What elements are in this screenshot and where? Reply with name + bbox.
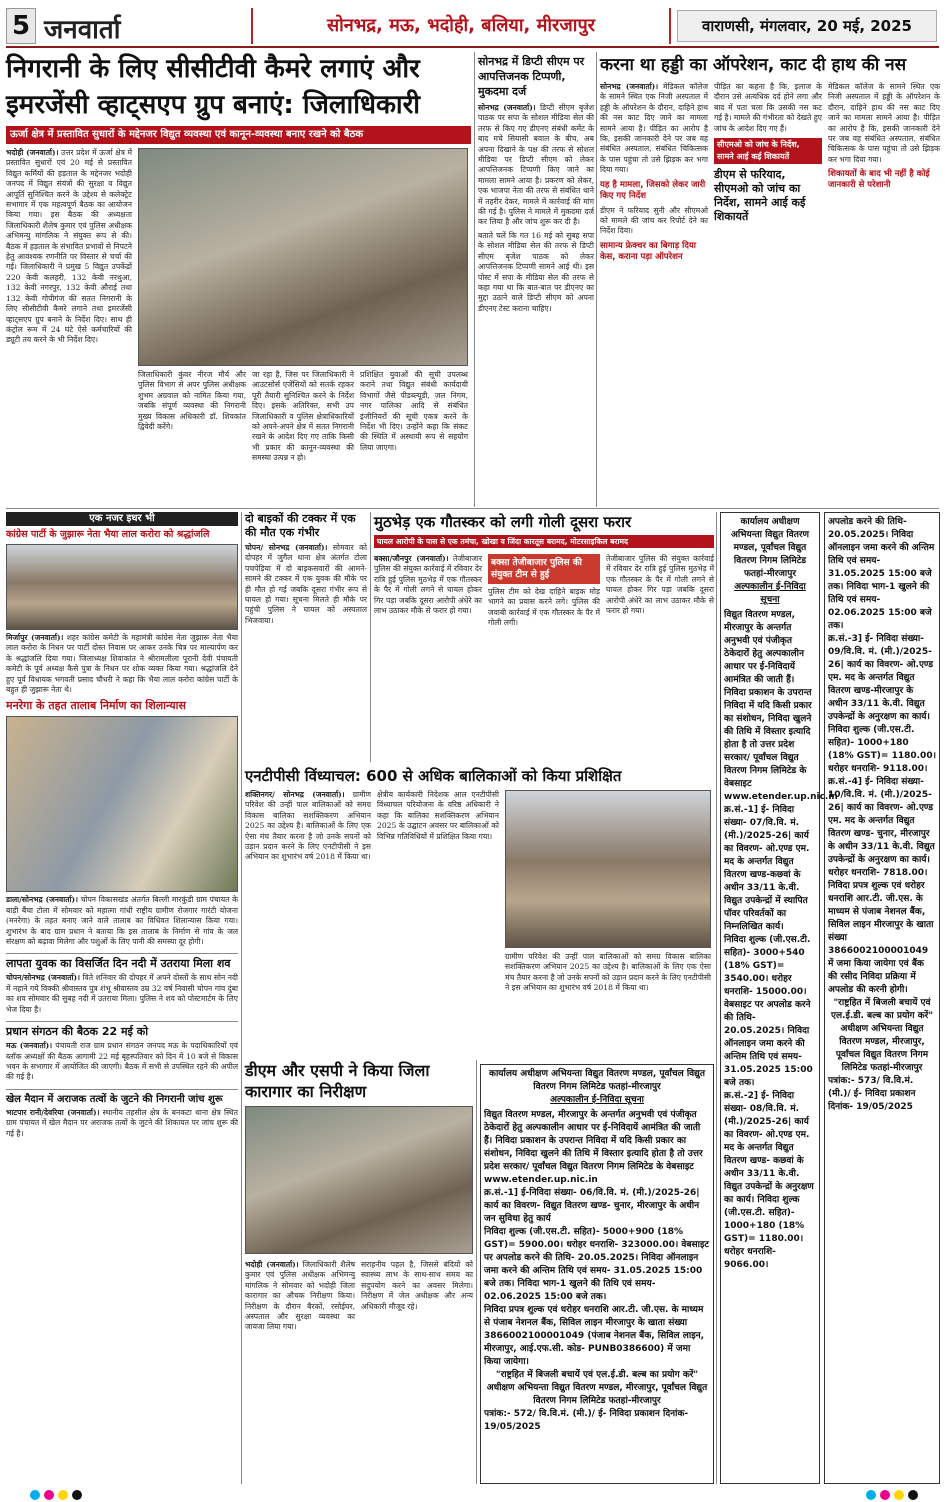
hospital-body-3: पीड़ित का कहना है कि, इलाज के दौरान उसे अत्यधिक दर्द होने लगा और बाद में पता चला कि उसकी नस कट गई है। मामले की गंभीरता को देखते हुए जांच के आदेश दिए गए हैं।: [714, 82, 822, 133]
missing-dateline: चोपन/सोनभद्र (जनवार्ता)।: [6, 973, 80, 983]
sports-headline: खेल मैदान में अराजक तत्वों के जुटने की निगरानी जांच शुरू: [6, 1089, 238, 1106]
encounter-body-2: पुलिस टीम को देख दाहिने बाइक मोड़ भागने का प्रयास करने लगे। पुलिस की जवाबी कार्रवाई में एक गौतस्कर के पैर में गोली लगी।: [488, 587, 600, 628]
district-banner: सोनभद्र, मऊ, भदोही, बलिया, मीरजापुर: [251, 8, 671, 44]
lead-story: [6, 52, 471, 517]
hospital-cmo-band: सीएमओ को जांच के निर्देश, सामने आई कई शिकायतें: [714, 138, 822, 164]
mnrega-headline: मनरेगा के तहत तालाब निर्माण का शिलान्यास: [6, 699, 186, 713]
deputy-cm-body: डिप्टी सीएम बृजेश पाठक पर सपा के सोशल मीडिया सेल की तरफ से किए गए डीएनए संबंधी कमेंट के बाद मचे सियासी बवाल के बीच, अब अपना दिखाने के पक्ष की तरफ से सोशल मीडिया पर डिप्टी सीएम को लेकर आपत्तिजनक टिप्पणी किए जाने का मामला सामने आया है। प्रकरण को लेकर, एक भाजपा नेता की तरफ से संबंधित थाने में तहरीर देकर, मामले में कार्रवाई की मांग की गई है। पुलिस ने मामले में मुकदमा दर्ज कर लिया है और जांच शुरू कर दी है।: [478, 103, 594, 227]
tender3-slogan: "राष्ट्रहित में बिजली बचायें एवं एल.ई.डी. बल्ब का प्रयोग करें": [830, 998, 934, 1021]
condolence-body: शहर कांग्रेस कमेटी के महामंत्री कांग्रेस नेता जुझारू नेता भैया लाल करोरा के निधन पर पार्टी दोस्त निवास पर आकर उनके चित्र पर माल्यार्पण कर के श्रद्धांजलि दिया गया। जिलाध्यक्ष शिवाकांत ने श्रीरामलीला पूरानी देवी पंचायती कमेटी के पूर्व अध्यक्ष कैसे पुत्रा के निधन पर शोक व्यक्त किया गया। श्रद्धांजलि देने हुए पूर्व विधायक भगवती प्रसाद चौधरी ने कहा कि भैया लाल करोरा कांग्रेस पार्टी के बहुत ही जुझारू नेता थे।: [6, 633, 238, 695]
tender2-notice-title: अल्पकालीन ई-निविदा सूचना: [734, 582, 806, 605]
ntpc-dateline: शक्तिनगर/ सोनभद्र (जनवार्ता)।: [245, 790, 345, 799]
condolence-dateline: मिर्जापुर (जनवार्ता)।: [6, 633, 64, 642]
hospital-subhead-4: शिकायतों के बाद भी नहीं है कोई जानकारी से परेशानी: [828, 169, 930, 191]
deputy-cm-story: [478, 54, 594, 504]
tender-notice-3: [824, 512, 940, 1484]
cyan-dot-icon: [866, 1490, 876, 1500]
tender3-item-1: अपलोड करने की तिथि- 20.05.2025। निविदा ऑनलाइन जमा करने की अन्तिम तिथि एवं समय- 31.05.2025 15:00 बजे तक। निविदा भाग-1 खुलने की तिथि एवं समय- 02.06.2025 15:00 बजे तक।: [828, 517, 935, 631]
accident-headline: दो बाइकों की टक्कर में एक की मौत एक गंभीर: [245, 512, 356, 539]
jail-headline: डीएम और एसपी ने किया जिला कारागार का निरीक्षण: [245, 1061, 430, 1101]
tender3-item-4: निविदा प्रपत्र शुल्क एवं धरोहर धनराशि आर.टी. जी.एस. के माध्यम से पंजाब नेशनल बैंक, सिविल लाइन मीरजापुर के खाता संख्या 3866002100001049 में जमा किया जायेगा एवं बैंक की रसीद निविदा प्रक्रिया में अपलोड की करनी होगी।: [828, 881, 934, 995]
deputy-cm-dateline: सोनभद्र (जनवार्ता)।: [478, 103, 536, 112]
mnrega-dateline: डाला/सोनभद्र (जनवार्ता)।: [6, 895, 78, 905]
masthead: [6, 6, 939, 48]
tender1-office: कार्यालय अधीक्षण अभियन्ता विद्युत वितरण मण्डल, पूर्वांचल विद्युत वितरण निगम लिमिटेड फतहां-मीरजापुर: [489, 1069, 705, 1092]
encounter-deck: घायल आरोपी के पास से एक तमंचा, खोखा व जिंदा कारतूस बरामद, मोटरसाइकिल बरामद: [374, 535, 714, 548]
lead-dateline: भदोही (जनवार्ता)।: [6, 148, 59, 157]
mnrega-body: चोपन विकासखंड अंतर्गत बिल्ली मारकुंडी ग्राम पंचायत के बाड़ी बैंचा टोला में सोमवार को महात्मा गांधी राष्ट्रीय ग्रामीण रोजगार गारंटी योजना (मनरेगा) के तहत बनाए जाने वाले तालाब का विधिवत शिलान्यास किया गया। शुभारंभ के बाद ग्राम प्रधान ने बताया कि इस तालाब के निर्माण से गांव के जल संरक्षण को बढ़ावा मिलेगा और पशुओं के लिए पानी की समस्या दूर होगी।: [6, 895, 238, 947]
ntpc-body-2: क्षेत्रीय कार्यकारी निदेशक आल एनटीपीसी विंध्याचल परियोजना के वरिष्ठ अधिकारी ने कहा कि बालिका सशक्तिकरण अभियान 2025 के उद्घाटन अवसर पर बालिकाओं को विभिन्न गतिविधियों में प्रशिक्षित किया गया।: [377, 790, 499, 841]
tender-notice-1: [480, 1064, 714, 1484]
lead-deck: ऊर्जा क्षेत्र में प्रस्तावित सुधारों के मद्देनजर विद्युत व्यवस्था एवं कानून-व्यवस्था बनाए रखने को बैठक: [6, 126, 471, 144]
tender2-item-3: क्र.सं.-2] ई- निविदा संख्या- 08/वि.वि. मं. (मी.)/2025-26| कार्य का विवरण- ओ.एण्ड एम. मद के अन्तर्गत विद्युत वितरण खण्ड- कछवां के अधीन 33/11 के.वी. विद्युत उपकेन्द्रों के अनुरक्षण का कार्य। निविदा शुल्क (जी.एस.टी. सहित)- 1000+180 (18% GST)= 1180.00। धरोहर धनराशि- 9066.00।: [724, 1091, 814, 1270]
tender1-signatory: अधीक्षण अभियन्ता विद्युत वितरण मण्डल, मीरजापुर, पूर्वांचल विद्युत वितरण निगम लिमिटेड फतहां-मीरजापुर: [486, 1383, 708, 1406]
tender1-item-3: निविदा प्रपत्र शुल्क एवं धरोहर धनराशि आर.टी. जी.एस. के माध्यम से पंजाब नेशनल बैंक, सिविल लाइन मीरजापुर के खाता संख्या 3866002100001049 (पंजाब नेशनल बैंक, सिविल लाइन, मीरजापुर, आई.एफ.सी. कोड- PUNB0386600) में जमा किया जायेगा।: [484, 1305, 705, 1367]
missing-headline: लापता युवक का विसर्जित दिन नदी में उतराया मिला शव: [6, 953, 238, 971]
tender1-notice-title: अल्पकालीन ई-निविदा सूचना: [550, 1095, 644, 1105]
lead-body: उत्तर प्रदेश में ऊर्जा क्षेत्र में प्रस्तावित सुधारों एवं 20 मई से प्रस्तावित विद्युत कर्मियों की हड़ताल के मद्देनजर भदोही जनपद में विद्युत संयंत्रों की सुरक्षा व विद्युत आपूर्ति सुनिश्चित करने के उद्देश्य से कलेक्ट्रेट सभागार में एक महत्वपूर्ण बैठक का आयोजन किया गया। इस बैठक की अध्यक्षता जिलाधिकारी शैलेष कुमार एवं पुलिस अधीक्षक अभिमन्यु मांगलिक ने संयुक्त रूप से की। बैठक में हड़ताल के संभावित प्रभावों से निपटने हेतु आवश्यक रणनीति पर विस्तार से चर्चा की गई। जिलाधिकारी ने प्रमुख 5 विद्युत उपकेंद्रों 220 केवी कलहरी, 132 केवी नरथुआ, 132 केवी नगरपुर, 132 केवी औराई तथा 132 केवी गोपीगंज की सतत निगरानी के लिए सीसीटीवी कैमरे लगाने तथा इमरजेंसी व्हाट्सएप ग्रुप बनाने के निर्देश दिए। साथ ही कंट्रोल रूम में 24 घंटे ऐसे कर्मचारियों की ड्यूटी तय करने के भी निर्देश दिए।: [6, 148, 132, 345]
hospital-body-2: डीएम ने फरियाद सुनी और सीएमओ को मामले की जांच कर रिपोर्ट देने का निर्देश दिया।: [600, 205, 708, 236]
tender2-item-2: निविदा शुल्क (जी.एस.टी. सहित)- 3000+540 (18% GST)= 3540.00। धरोहर धनराशि- 15000.00। वेबसाइट पर अपलोड करने की तिथि- 20.05.2025। निविदा ऑनलाइन जमा करने की अन्तिम तिथि एवं समय- 31.05.2025 15:00 बजे तक।: [724, 935, 813, 1088]
ntpc-story: [245, 766, 713, 1056]
ntpc-headline: एनटीपीसी विंध्याचल: 600 से अधिक बालिकाओं को किया प्रशिक्षित: [245, 767, 622, 785]
lead-headline-1: निगरानी के लिए सीसीटीवी कैमरे लगाएं और: [6, 54, 420, 84]
tender1-patrank: पत्रांक:- 572/ वि.वि.मं. (मी.)/ ई- निविदा प्रकाशन दिनांक- 19/05/2025: [484, 1409, 689, 1432]
ek-nazar-label: एक नजर इधर भी: [6, 512, 238, 526]
tender3-signatory: अधीक्षण अभियन्ता विद्युत वितरण मण्डल, मीरजापुर, पूर्वांचल विद्युत वितरण निगम लिमिटेड फतहां-मीरजापुर: [835, 1024, 929, 1073]
black-dot-icon: [72, 1490, 82, 1500]
paper-name: जनवार्ता: [44, 15, 121, 45]
magenta-dot-icon: [880, 1490, 890, 1500]
cyan-dot-icon: [30, 1490, 40, 1500]
tender3-item-2: क्र.सं.-3] ई- निविदा संख्या- 09/वि.वि. मं. (मी.)/2025-26| कार्य का विवरण- ओ.एण्ड एम. मद के अन्तर्गत विद्युत वितरण खण्ड-मीरजापुर के अधीन 33/11 के.वी. विद्युत उपकेन्द्रों के अनुरक्षण का कार्य। निविदा शुल्क (जी.एस.टी. सहित)- 1000+180 (18% GST)= 1180.00। धरोहर धनराशि- 9118.00।: [828, 634, 936, 774]
jail-body: जिलाधिकारी शैलेष कुमार एवं पुलिस अधीक्षक अभिमन्यु मांगलिक ने सोमवार को भदोही जिला कारागार का औचक निरीक्षण किया। निरीक्षण के दौरान बैरकों, रसोईघर, अस्पताल और सुरक्षा व्यवस्था का जायजा लिया गया।: [245, 1260, 355, 1332]
hospital-dateline: सोनभद्र (जनवार्ता)।: [600, 82, 659, 91]
accident-story: [245, 512, 367, 762]
sports-dateline: भाटपार रानी/देवरिया (जनवार्ता)।: [6, 1107, 100, 1117]
magenta-dot-icon: [44, 1490, 54, 1500]
mnrega-photo: [6, 716, 238, 892]
encounter-body-3: तेजीबाजार पुलिस की संयुक्त कार्रवाई में रविवार देर रात्रि हुई पुलिस मुठभेड़ में एक गौतस्कर के पैर में गोली लगने से घायल होकर गिर पड़ा जबकि दूसरा आरोपी अंधेरे का लाभ उठाकर मौके से फरार हो गया।: [606, 554, 714, 616]
jail-dateline: भदोही (जनवार्ता)।: [245, 1260, 299, 1269]
ntpc-photo: [505, 790, 711, 948]
lead-body-4: प्रशिक्षित युवाओं की सूची उपलब्ध कराने तथा विद्युत संबंधी कार्यदायी विभागों जैसे पीडब्ल्यूडी, जल निगम, नगर पालिका आदि से संबंधित इंजीनियरों की सूची एकत्र करने के निर्देश भी दिए। उन्होंने कहा कि संकट की स्थिति में अस्थायी रूप से सहयोग लिया जाएगा।: [360, 370, 468, 452]
accident-body: सोमवार को दोपहर में जुगैल थाना क्षेत्र अंतर्गत टोला पचपेड़िया में दो बाइकसवारों की आमने-सामने की टक्कर में एक युवक की मौके पर ही मौत हो गई जबकि दूसरा गंभीर रूप से घायल हो गया। सूचना मिलते ही मौके पर पहुंची पुलिस ने घायल को अस्पताल भिजवाया।: [245, 543, 367, 625]
tender1-slogan: "राष्ट्रहित में बिजली बचायें एवं एल.ई.डी. बल्ब का प्रयोग करें": [495, 1370, 699, 1380]
missing-body: विते शनिवार की दोपहर में अपने दोस्तों के साथ सोन नदी में नहाने गये विक्की श्रीवास्तव पुत्र शंभू श्रीवास्तव उम्र 32 वर्ष निवासी चोपन गांव दुंबा का शव सोमवार की सुबह नदी में उतराया मिला। पुलिस ने शव को पोस्टमार्टम के लिए भेज दिया है।: [6, 973, 238, 1014]
encounter-subhead: बक्सा तेजीबाजार पुलिस की संयुक्त टीम से हुई: [488, 554, 600, 584]
issue-date: वाराणसी, मंगलवार, 20 मई, 2025: [677, 10, 937, 42]
deputy-cm-body-2: बताते चलें कि गत 16 मई को सुबह सपा के सोशल मीडिया सेल की तरफ से डिप्टी सीएम बृजेश पाठक को लेकर आपत्तिजनक टिप्पणी सामने आई थी। इस पोस्ट में सपा के मीडिया सेल की तरफ से कहा गया था कि बात-बात पर डीएनए का मुद्दा उठाने वाले डिप्टी सीएम को अपना डीएनए टेस्ट कराना चाहिए।: [478, 230, 594, 313]
yellow-dot-icon: [58, 1490, 68, 1500]
tender2-office: कार्यालय अधीक्षण अभियन्ता विद्युत वितरण मण्डल, पूर्वांचल विद्युत वितरण निगम लिमिटेड फतहां-मीरजापुर: [730, 517, 810, 579]
page-number: 5: [6, 8, 36, 44]
tender3-patrank: पत्रांक:- 573/ वि.वि.मं. (मी.)/ ई- निविदा प्रकाशन दिनांक- 19/05/2025: [828, 1076, 916, 1112]
tender2-body: विद्युत वितरण मण्डल, मीरजापुर के अन्तर्गत अनुभवी एवं पंजीकृत ठेकेदारों हेतु अल्पकालीन आधार पर ई-निविदायें आमंत्रित की जाती हैं। निविदा प्रकाशन के उपरान्त निविदा में यदि किसी प्रकार का संशोधन, निविदा खुलने की तिथि में विस्तार इत्यादि होता है तो उत्तर प्रदेश सरकार/ पूर्वांचल विद्युत वितरण निगम लिमिटेड के वेबसाइट: [724, 610, 812, 789]
hospital-body: मेडिकल कॉलेज के सामने स्थित एक निजी अस्पताल में हड्डी के ऑपरेशन के दौरान, दाहिने हाथ की नस काट दिए जाने का मामला सामने आया है। पीड़ित का आरोप है कि, इसकी जानकारी देने पर जब वह संबंधित अस्पताल, संबंधित चिकित्सक के पास पहुंचा तो उसे झिड़क कर भगा दिया गया।: [600, 82, 709, 175]
lead-photo: [138, 148, 468, 366]
hospital-box-headline: डीएम से फरियाद, सीएमओ को जांच का निर्देश, सामने आई कई शिकायतें: [714, 168, 806, 224]
hospital-subhead-3: सामान्य फ्रेक्चर का बिगाड़ दिया केस, कराना पड़ा ऑपरेशन: [600, 240, 696, 262]
hospital-story: [600, 54, 940, 506]
tender-notice-2: [720, 512, 838, 1484]
tender3-item-3: क्र.सं.-4] ई- निविदा संख्या- 10/वि.वि. मं. (मी.)/2025-26| कार्य का विवरण- ओ.एण्ड एम. मद के अन्तर्गत विद्युत वितरण खण्ड- चुनार, मीरजापुर के अधीन 33/11 के.वी. विद्युत उपकेन्द्रों के अनुरक्षण का कार्य। धरोहर धनराशि- 7818.00।: [828, 777, 935, 878]
tender1-item-2: निविदा शुल्क (जी.एस.टी. सहित)- 5000+900 (18% GST)= 5900.00। धरोहर धनराशि- 323000.00। वेबसाइट पर अपलोड करने की तिथि- 20.05.2025। निविदा ऑनलाइन जमा करने की अन्तिम तिथि एवं समय- 31.05.2025 15:00 बजे तक। निविदा भाग-1 खुलने की तिथि एवं समय- 02.06.2025 15:00 बजे तक।: [484, 1227, 709, 1302]
encounter-dateline: बक्सा/जौनपुर (जनवार्ता)।: [374, 554, 449, 563]
jail-photo: [245, 1106, 473, 1254]
encounter-story: [374, 512, 714, 762]
ntpc-body: ग्रामीण परिवेश की उन्हीं पाल बालिकाओं को समग्र विकास बालिका सशक्तिकरण अभियान 2025 का उद्देश्य है। बालिकाओं के लिए एक ऐसा मंच तैयार करना है जो उनके सपनों को उड़ान प्रदान करने के लिए एनटीपीसी ने इस अभियान का शुभारंभ वर्ष 2018 में किया था।: [245, 790, 371, 862]
tender1-website: www.etender.up.nic.in: [484, 1175, 598, 1185]
lead-body-3: जा रहा है, जिस पर जिलाधिकारी ने आउटसोर्स एजेंसियों को सतर्क रहकर पूरी तैयारी सुनिश्चित करने के निर्देश दिए। इसके अतिरिक्त, सभी उप जिलाधिकारी व पुलिस क्षेत्राधिकारियों को अपने-अपने क्षेत्र में सतत निगरानी रखने के आदेश दिए गए ताकि किसी भी प्रकार की कानून-व्यवस्था की समस्या उत्पन्न न हो।: [252, 370, 354, 463]
tender1-item-1: क्र.सं.-1] ई-निविदा संख्या- 06/वि.वि. मं. (मी.)/2025-26| कार्य का विवरण- विद्युत वितरण खण्ड- चुनार, मीरजापुर के अधीन जन सुविधा हेतु कार्य: [484, 1188, 700, 1224]
hospital-headline: करना था हड्डी का ऑपरेशन, काट दी हाथ की नस: [600, 55, 907, 75]
jail-story: [245, 1060, 473, 1484]
lead-body-2: जिलाधिकारी कुंवर नीरज मौर्य और पुलिस विभाग से अपर पुलिस अधीक्षक शुभम अग्रवाल को नामित किया गया, जबकि संपूर्ण व्यवस्था की निगरानी मुख्य विकास अधिकारी डॉ. शिवकांत द्विवेदी करेंगे।: [138, 370, 246, 432]
black-dot-icon: [908, 1490, 918, 1500]
encounter-body: तेजीबाजार पुलिस की संयुक्त कार्रवाई में रविवार देर रात्रि हुई पुलिस मुठभेड़ में एक गौतस्कर के पैर में गोली लगने से घायल होकर गिर पड़ा जबकि दूसरा आरोपी अंधेरे का लाभ उठाकर मौके से फरार हो गया।: [374, 554, 482, 616]
hospital-body-4: मेडिकल कॉलेज के सामने स्थित एक निजी अस्पताल में हड्डी के ऑपरेशन के दौरान, दाहिने हाथ की नस काट दिए जाने का मामला सामने आया है। पीड़ित का आरोप है कि, इसकी जानकारी देने पर जब वह संबंधित अस्पताल, संबंधित चिकित्सक के पास पहुंचा तो उसे झिड़क कर भगा दिया गया।: [828, 82, 940, 164]
tender2-website: www.etender.up.nic.in: [724, 792, 838, 802]
pradhan-headline: प्रधान संगठन की बैठक 22 मई को: [6, 1021, 238, 1039]
pradhan-body: पंचायती राज ग्राम प्रधान संगठन जनपद मऊ के पदाधिकारियों एवं ब्लॉक अध्यक्षों की बैठक आगामी 22 मई बृहस्पतिवार को दिन में 10 बजे से विकास भवन के सभागार में आयोजित की जाएगी। बैठक में सभी से उपस्थित रहने की अपील की गई है।: [6, 1041, 239, 1082]
tender1-body: विद्युत वितरण मण्डल, मीरजापुर के अन्तर्गत अनुभवी एवं पंजीकृत ठेकेदारों हेतु अल्पकालीन आधार पर ई-निविदायें आमंत्रित की जाती हैं। निविदा प्रकाशन के उपरान्त निविदा में यदि किसी प्रकार का संशोधन, निविदा खुलने की तिथि में विस्तार इत्यादि होता है तो उत्तर प्रदेश सरकार/ पूर्वांचल विद्युत वितरण निगम लिमिटेड के वेबसाइट: [484, 1110, 703, 1172]
tender2-item-1: क्र.सं.-1] ई- निविदा संख्या- 07/वि.वि. मं. (मी.)/2025-26| कार्य का विवरण- ओ.एण्ड एम. मद के अन्तर्गत विद्युत वितरण खण्ड-कछवां के अधीन 33/11 के.वी. विद्युत उपकेन्द्रों में स्थापित पॉवर परिवर्तकों का निम्नलिखित कार्य।: [724, 805, 810, 932]
left-column: [6, 512, 238, 1484]
hospital-subhead: यह है मामला, जिसको लेकर जारी किए गए निर्देश: [600, 179, 706, 201]
lead-headline-2: इमरजेंसी व्हाट्सएप ग्रुप बनाएं: जिलाधिकारी: [6, 90, 421, 120]
pradhan-dateline: मऊ (जनवार्ता)।: [6, 1041, 53, 1051]
jail-body-2: सराहनीय पहल है, जिससे बंदियों को स्वास्थ्य लाभ के साथ-साथ समय का सदुपयोग करने का अवसर मिलेगा। निरीक्षण में जेल अधीक्षक और अन्य अधिकारी मौजूद रहे।: [361, 1260, 473, 1311]
print-registration-strip: [0, 1488, 945, 1502]
condolence-headline: कांग्रेस पार्टी के जुझारू नेता भैया लाल करोरा को श्रद्धांजलि: [6, 529, 210, 540]
accident-dateline: चोपन/ सोनभद्र (जनवार्ता)।: [245, 543, 328, 552]
condolence-photo: [6, 544, 238, 630]
encounter-headline: मुठभेड़ एक गौतस्कर को लगी गोली दूसरा फरार: [374, 513, 632, 531]
deputy-cm-headline: सोनभद्र में डिप्टी सीएम पर आपत्तिजनक टिप्पणी, मुकदमा दर्ज: [478, 55, 585, 98]
sports-body: स्थानीय तहसील क्षेत्र के बनकटा थाना क्षेत्र स्थित ग्राम पंचायत में खेल मैदान पर अराजक तत्वों के जुटने की शिकायत पर जांच शुरू की गई है।: [6, 1107, 238, 1138]
ntpc-body-3: ग्रामीण परिवेश की उन्हीं पाल बालिकाओं को समग्र विकास बालिका सशक्तिकरण अभियान 2025 का उद्देश्य है। बालिकाओं के लिए एक ऐसा मंच तैयार करना है जो उनके सपनों को उड़ान प्रदान करने के लिए एनटीपीसी ने इस अभियान का शुभारंभ वर्ष 2018 में किया था।: [505, 952, 711, 993]
yellow-dot-icon: [894, 1490, 904, 1500]
